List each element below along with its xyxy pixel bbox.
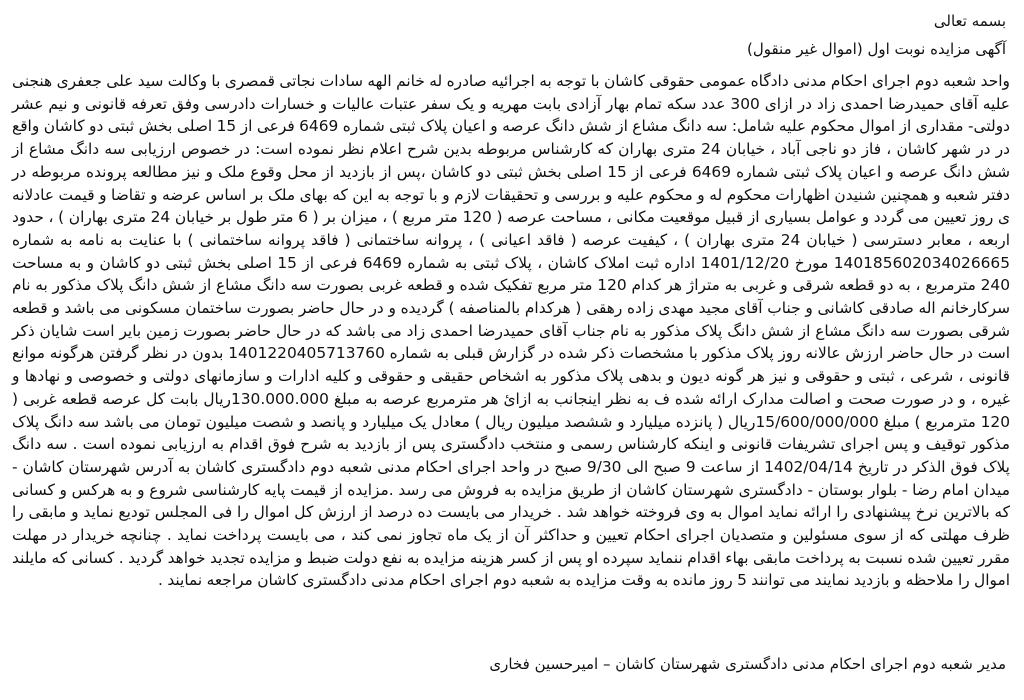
signature-line: مدیر شعبه دوم اجرای احکام مدنی دادگستری شهرستان کاشان – امیرحسین فخاری <box>489 655 1006 673</box>
notice-title: آگهی مزایده نوبت اول (اموال غیر منقول) <box>746 40 1006 58</box>
basmala-heading: بسمه تعالی <box>933 12 1006 30</box>
notice-body: واحد شعبه دوم اجرای احکام مدنی دادگاه عمومی حقوقی کاشان با توجه به اجرائیه صادره له خانم الهه سادات نجاتی قمصری با وکالت سید علی جعفری هنجنی علیه آقای حمیدرضا احمدی زاد در ازای 300 عدد سکه تمام بهار آزادی بابت مهریه و یک سفر عتبات عالیات و خسارات دادرسی وفق تعرفه قانونی و نیم عشر دولتی- مقداری از اموال محکوم علیه شامل: سه دانگ مشاع از شش دانگ عرصه و اعیان پلاک ثبتی شماره 6469 فرعی از 15 اصلی بخش ثبتی دو کاشان واقع در در شهر کاشان ، فاز دو ناجی آباد ، خیابان 24 متری بهاران که کارشناس مربوطه بدین شرح اعلام نظر نموده است: در خصوص ارزیابی سه دانگ مشاع از شش دانگ عرصه و اعیان پلاک ثبتی شماره 6469 فرعی از 15 اصلی بخش ثبتی دو کاشان ،پس از بازدید از محل وقوع ملک و نیز مطالعه پرونده مربوطه در دفتر شعبه و همچنین شنیدن اظهارات محکوم له و محکوم علیه و بررسی و تحقیقات لازم و با توجه به این که بهای ملک بر اساس عرضه و تقاضا و قیمت عادلانه ی روز تعیین می گردد و عوامل بسیاری از قبیل موقعیت مکانی ، مساحت عرصه ( 120 متر مربع ) ، میزان بر ( 6 متر طول بر خیابان 24 متری بهاران ) ، حدود اربعه ، معابر دسترسی ( خیابان 24 متری بهاران ) ، کیفیت عرصه ( فاقد اعیانی ) ، پروانه ساختمانی ( فاقد پروانه ساختمانی ) با عنایت به نامه به شماره 140185602034026665 مورخ 1401/12/20 اداره ثبت املاک کاشان ، پلاک ثبتی به شماره 6469 فرعی از 15 اصلی بخش ثبتی دو کاشان و به مساحت 240 مترمربع ، به دو قطعه شرقی و غربی به متراژ هر کدام 120 متر مربع تفکیک شده و قطعه غربی بصورت سه دانگ مشاع از شش دانگ پلاک مذکور به نام سرکارخانم اله صادقی کاشانی و جناب آقای مجید مهدی زاده رهقی ( هرکدام بالمناصفه ) گردیده و در حال حاضر بصورت ساختمان مسکونی می باشد و قطعه شرقی بصورت سه دانگ مشاع از شش دانگ پلاک مذکور به نام جناب آقای حمیدرضا احمدی زاد می باشد که در حال حاضر بصورت زمین بایر است شایان ذکر است در حال حاضر ارزش عالانه روز پلاک مذکور با مشخصات ذکر شده در گزارش قبلی به شماره 1401220405713760 بدون در نظر گرفتن هرگونه موانع قانونی ، شرعی ، ثبتی و حقوقی و نیز هر گونه دیون و بدهی پلاک مذکور به اشخاص حقیقی و حقوقی و کلیه ادارات و سازمانهای دولتی و خصوصی و نهادها و غیره ، و در صورت صحت و اصالت مدارک ارائه شده ف به نظر اینجانب به ازائ هر مترمربع عرصه به مبلغ 130.000.000ریال بابت کل عرصه قطعه غربی ( 120 مترمربع ) مبلغ 15/600/000/000ریال ( پانزده میلیارد و ششصد میلیون ریال ) معادل یک میلیارد و پانصد و شصت میلیون تومان می باشد سه دانگ پلاک مذکور توقیف و پس اجرای تشریفات قانونی و اینکه کارشناس رسمی و منتخب دادگستری پس از بازدید به شرح فوق اقدام به ارزیابی نموده است . سه دانگ پلاک فوق الذکر در تاریخ 1402/04/14 از ساعت 9 صبح الی 9/30 صبح در واحد اجرای احکام مدنی شعبه دوم دادگستری کاشان به آدرس شهرستان کاشان - میدان امام رضا - بلوار بوستان - دادگستری شهرستان کاشان از طریق مزایده به فروش می رسد .مزایده از قیمت پایه کارشناسی شروع و به هرکس و کسانی که بالاترین نرخ پیشنهادی را ارائه نماید اموال به وی فروخته خواهد شد . خریدار می بایست ده درصد از ارزش کل اموال را فی المجلس تودیع نماید و مابقی را ظرف مهلتی که از سوی مسئولین و متصدیان اجرای احکام تعیین و حداکثر آن از یک ماه تجاوز نمی کند ، می بایست پرداخت نماید . چنانچه خریدار در مهلت مقرر تعیین شده نسبت به پرداخت مابقی بهاء اقدام ننماید سپرده او پس از کسر هزینه مزایده به نفع دولت ضبط و مزایده تجدید خواهد گردید . کسانی که مایلند اموال را ملاحظه و بازدید نمایند می توانند 5 روز مانده به وقت مزایده به شعبه دوم اجرای احکام مدنی دادگستری کاشان مراجعه نمایند . <box>12 72 1011 590</box>
signature-block <box>489 651 1006 675</box>
